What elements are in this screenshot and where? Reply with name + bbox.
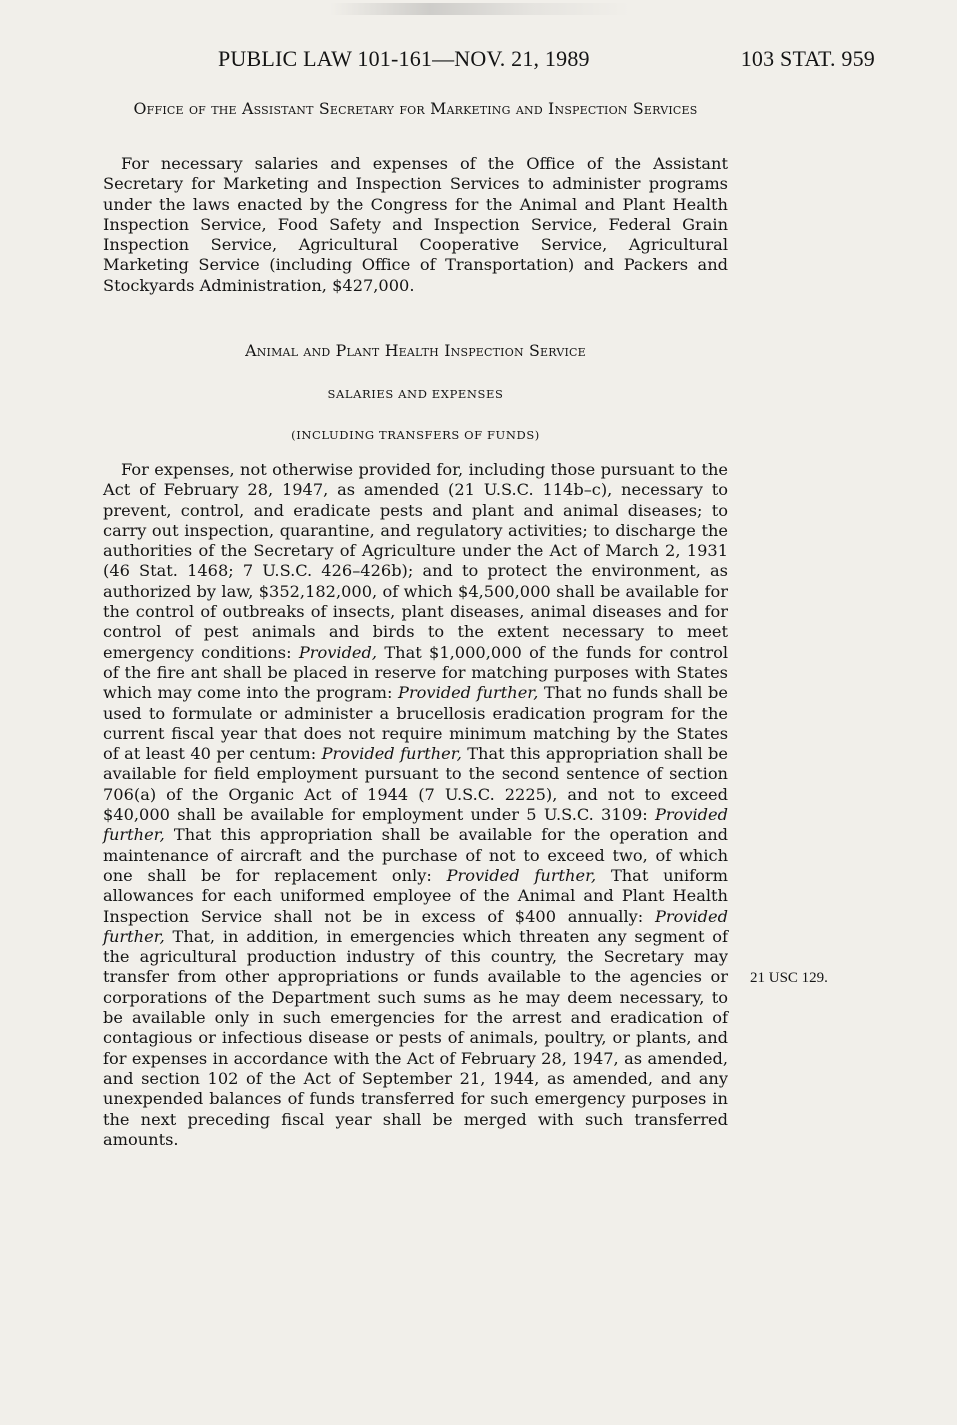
text-run: That no funds shall be used to formulate or administer a brucellosis eradication program for the current fiscal year that does not require minimum matching by the States of at least 40 per centum: [103, 683, 728, 764]
paragraph-office: For necessary salaries and expenses of the Office of the Assistant Secretary for Marketing and Inspection Services to administer programs under the laws enacted by the Congress for the Animal and Plant Health Inspection Service, Food Safety and Inspection Service, Federal Grain Inspection Service, Agricultural Cooperative Service, Agricultural Marketing Service (including Office of Transportation) and Packers and Stockyards Administration, $427,000. [103, 154, 728, 295]
text-run: That this appropriation shall be available for field employment pursuant to the second sentence of section 706(a) of the Organic Act of 1944 (7 U.S.C. 2225), and not to exceed $40,000 shall be available for employment under 5 U.S.C. 3109: [103, 744, 728, 825]
text-run: That this appropriation shall be available for the operation and maintenance of aircraft and the purchase of not to exceed two, of which one shall be for replacement only: [103, 825, 728, 885]
section-heading-aphis: Animal and Plant Health Inspection Service [245, 341, 586, 360]
text-run: That uniform allowances for each uniformed employee of the Animal and Plant Health Inspection Service shall not be in excess of $400 annually: [103, 865, 728, 926]
scan-artifact [330, 3, 630, 15]
proviso-italic: Provided further, [446, 865, 597, 885]
proviso-italic: Provided further, [103, 805, 728, 845]
text-run: That, in addition, in emergencies which threaten any segment of the agricultural production industry of this country, the Secretary may transfer from other appropriations or funds available to the agencies or corporations of the Department such sums as he may deem necessary, to be available only in such emergencies for the arrest and eradication of contagious or infectious disease or pests of animals, poultry, or plants, and for expenses in accordance with the Act of February 28, 1947, as amended, and section 102 of the Act of September 21, 1944, as amended, and any unexpended balances of funds transferred for such emergency purposes in the next preceding fiscal year shall be merged with such transferred amounts. [103, 926, 728, 1149]
section-heading-office: Office of the Assistant Secretary for Marketing and Inspection Services [133, 99, 698, 118]
page-number-stat: 103 STAT. 959 [740, 46, 875, 71]
proviso-italic: Provided further, [103, 906, 728, 946]
text-run: That $1,000,000 of the funds for control of the fire ant shall be placed in reserve for matching purposes with States which may come into the program: [103, 642, 728, 703]
subheading-salaries: SALARIES AND EXPENSES [327, 387, 504, 401]
proviso-italic: Provided further, [398, 683, 539, 703]
subheading-transfers: (INCLUDING TRANSFERS OF FUNDS) [291, 428, 540, 442]
proviso-italic: Provided further, [321, 744, 462, 764]
proviso-italic: Provided, [298, 642, 378, 662]
running-header-title: PUBLIC LAW 101-161—NOV. 21, 1989 [218, 46, 590, 71]
paragraph-aphis [103, 460, 728, 1150]
margin-citation-note: 21 USC 129. [750, 970, 828, 986]
text-run: For expenses, not otherwise provided for, including those pursuant to the Act of February 28, 1947, as amended (21 U.S.C. 114b–c), necessary to prevent, control, and eradicate pests and plant and animal diseases; to carry out inspection, quarantine, and regulatory activities; to discharge the authorities of the Secretary of Agriculture under the Act of March 2, 1931 (46 Stat. 1468; 7 U.S.C. 426–426b); and to protect the environment, as authorized by law, $352,182,000, of which $4,500,000 shall be available for the control of outbreaks of insects, plant diseases, animal diseases and for control of pest animals and birds to the extent necessary to meet emergency conditions: [103, 460, 728, 662]
